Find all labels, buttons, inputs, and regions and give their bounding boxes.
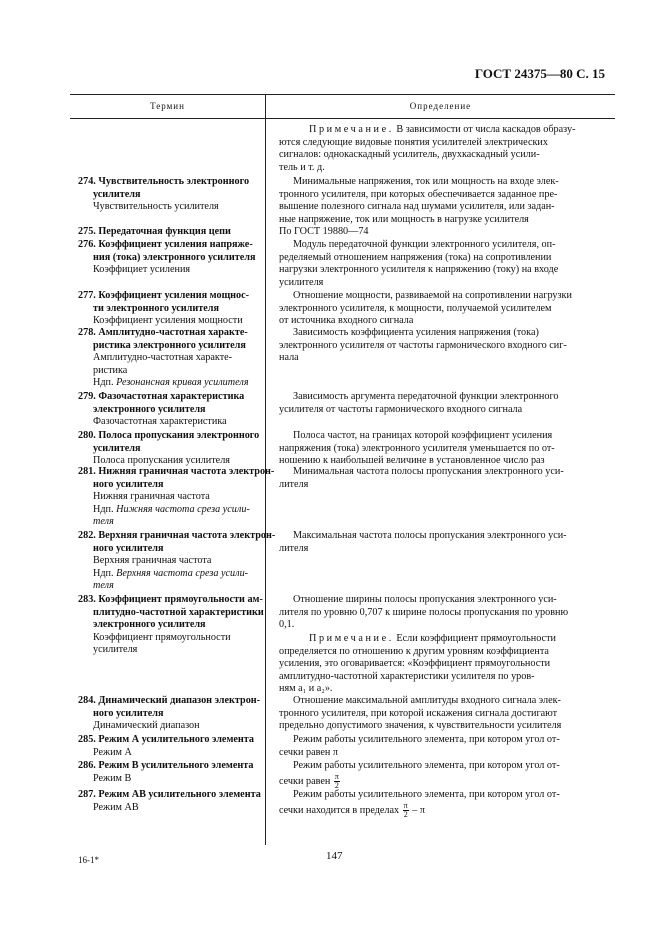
term-283-line: 283. Коэффициент прямоугольности ам- — [78, 594, 263, 605]
term-275-line: 275. Передаточная функция цепи — [78, 226, 231, 237]
term-280-line: 280. Полоса пропускания электронного — [78, 430, 260, 441]
term-284-line: ного усилителя — [93, 707, 164, 719]
definition-276: Модуль передаточной функции электронного усилителя, оп- ределяемый отношением напряжения (тока) на сопротивлении нагрузки электронного усилителя к напряжению (току) на входе усилителя — [279, 239, 559, 288]
definition-278: Зависимость коэффициента усиления напряжения (тока) электронного усилителя от частоты гармонического входного сиг- нала — [279, 327, 567, 364]
term-276-line: Коэффициет усиления — [93, 264, 191, 276]
term-287-line: 287. Режим АВ усилительного элемента — [78, 789, 261, 800]
term-274-line: 274. Чувствительность электронного — [78, 176, 250, 187]
term-276-line: ния (тока) электронного усилителя — [93, 251, 256, 263]
term-278-line: ристика электронного усилителя — [93, 339, 246, 351]
term-278-line: 278. Амплитудно-частотная характе- — [78, 327, 248, 338]
term-282-line: ного усилителя — [93, 542, 164, 554]
term-277-line: ти электронного усилителя — [93, 302, 219, 314]
term-274-line: усилителя — [93, 188, 141, 200]
term-281-line: Нижняя граничная частота — [93, 491, 210, 503]
definition-282: Максимальная частота полосы пропускания электронного уси- лителя — [279, 530, 567, 554]
note-intro: Примечание. В зависимости от числа каскадов образу- ются следующие видовые понятия усилителей электрических сигналов: однокаскадный усилитель, двухкаскадный усили- тель и т. д. — [279, 124, 576, 173]
term-283-line: усилителя — [93, 644, 138, 656]
term-286-line: 286. Режим В усилительного элемента — [78, 760, 254, 771]
term-281-line: Ндп. Нижняя частота среза усили- — [93, 503, 250, 515]
term-284-line: 284. Динамический диапазон электрон- — [78, 695, 261, 706]
definition-280: Полоса частот, на границах которой коэффициент усиления напряжения (тока) электронного усилителя уменьшается по от- ношению к наибольшей величине в установленное число раз — [279, 430, 555, 467]
term-282-line: теля — [93, 580, 114, 592]
footer-code: 16-1* — [78, 855, 99, 865]
term-276-line: 276. Коэффициент усиления напряже- — [78, 239, 253, 250]
term-285-line: Режим А — [93, 746, 132, 758]
term-281-line: теля — [93, 516, 114, 528]
term-286-line: Режим В — [93, 772, 132, 784]
definition-281: Минимальная частота полосы пропускания электронного уси- лителя — [279, 466, 564, 490]
term-283-line: электронного усилителя — [93, 619, 206, 631]
term-281-line: ного усилителя — [93, 478, 164, 490]
term-282-line: Верхняя граничная частота — [93, 555, 212, 567]
definition-274: Минимальные напряжения, ток или мощность на входе элек- тронного усилителя, при которых обеспечивается заданное пре- вышение полезного сигнала над шумами усилителя, или задан- ные напряжение, ток или мощность в нагрузке усилителя — [279, 176, 559, 225]
term-280-line: усилителя — [93, 442, 141, 454]
term-283-line: плитудно-частотной характеристики — [93, 606, 264, 618]
term-277-line: 277. Коэффициент усиления мощнос- — [78, 290, 250, 301]
definition-286: Режим работы усилительного элемента, при котором угол от- сечки равен $\frac{\pi}{2}$ — [279, 760, 560, 790]
definition-279: Зависимость аргумента передаточной функции электронного усилителя от частоты гармонического входного сигнала — [279, 391, 559, 415]
term-279-line: Фазочастотная характеристика — [93, 416, 227, 428]
term-284-line: Динамический диапазон — [93, 720, 200, 732]
term-282-line: 282. Верхняя граничная частота электрон- — [78, 530, 276, 541]
term-279-line: электронного усилителя — [93, 403, 206, 415]
term-285-line: 285. Режим А усилительного элемента — [78, 734, 255, 745]
term-278-line: ристика — [93, 364, 128, 376]
column-header-term: Термин — [150, 101, 185, 111]
term-279-line: 279. Фазочастотная характеристика — [78, 391, 245, 402]
term-277-line: Коэффициент усиления мощности — [93, 315, 243, 327]
note-prefix: Примечание. — [309, 124, 394, 135]
page-header-title: ГОСТ 24375—80 С. 15 — [474, 66, 605, 81]
term-278-line: Амплитудно-частотная характе- — [93, 352, 233, 364]
definition-275: По ГОСТ 19880—74 — [279, 226, 369, 237]
definition-284: Отношение максимальной амплитуды входного сигнала элек- тронного усилителя, при которой искажения сигнала достигают предельно допустимого значения, к чувствительности усилителя — [279, 695, 562, 732]
fraction-pi-over-2: $\frac{\pi}{2}$ — [403, 800, 408, 819]
table-top-rule — [70, 94, 615, 95]
definition-285: Режим работы усилительного элемента, при котором угол от- сечки равен π — [279, 734, 560, 758]
fraction-pi-over-2: $\frac{\pi}{2}$ — [334, 771, 339, 790]
column-header-definition: Определение — [409, 101, 472, 111]
term-280-line: Полоса пропускания усилителя — [93, 455, 230, 467]
term-287-line: Режим АВ — [93, 801, 139, 813]
definition-283: Отношение ширины полосы пропускания электронного уси- лителя по уровню 0,707 к ширине полосы пропускания по уровню 0,1. — [279, 594, 569, 631]
term-278-line: Ндп. Резонансная кривая усилителя — [93, 377, 249, 389]
table-header-rule — [70, 118, 615, 119]
term-283-line: Коэффициент прямоугольности — [93, 631, 231, 643]
page-number: 147 — [326, 850, 343, 862]
note-283: Примечание. Если коэффициент прямоугольности определяется по отношению к другим уровням коэффициента усиления, это оговаривается: «Коэффициент прямоугольности амплитудно-частотной характеристики усилителя по уров- ням a₁ и a₂». — [279, 633, 556, 695]
term-281-line: 281. Нижняя граничная частота электрон- — [78, 466, 275, 477]
definition-277: Отношение мощности, развиваемой на сопротивлении нагрузки электронного усилителя, к мощности, получаемой усилителем от источника входного сигнала — [279, 290, 572, 327]
term-282-line: Ндп. Верхняя частота среза усили- — [93, 567, 249, 579]
term-274-line: Чувствительность усилителя — [93, 201, 219, 213]
definition-287: Режим работы усилительного элемента, при котором угол от- сечки находится в пределах $\frac{\pi}{2}$ – π — [279, 789, 560, 819]
